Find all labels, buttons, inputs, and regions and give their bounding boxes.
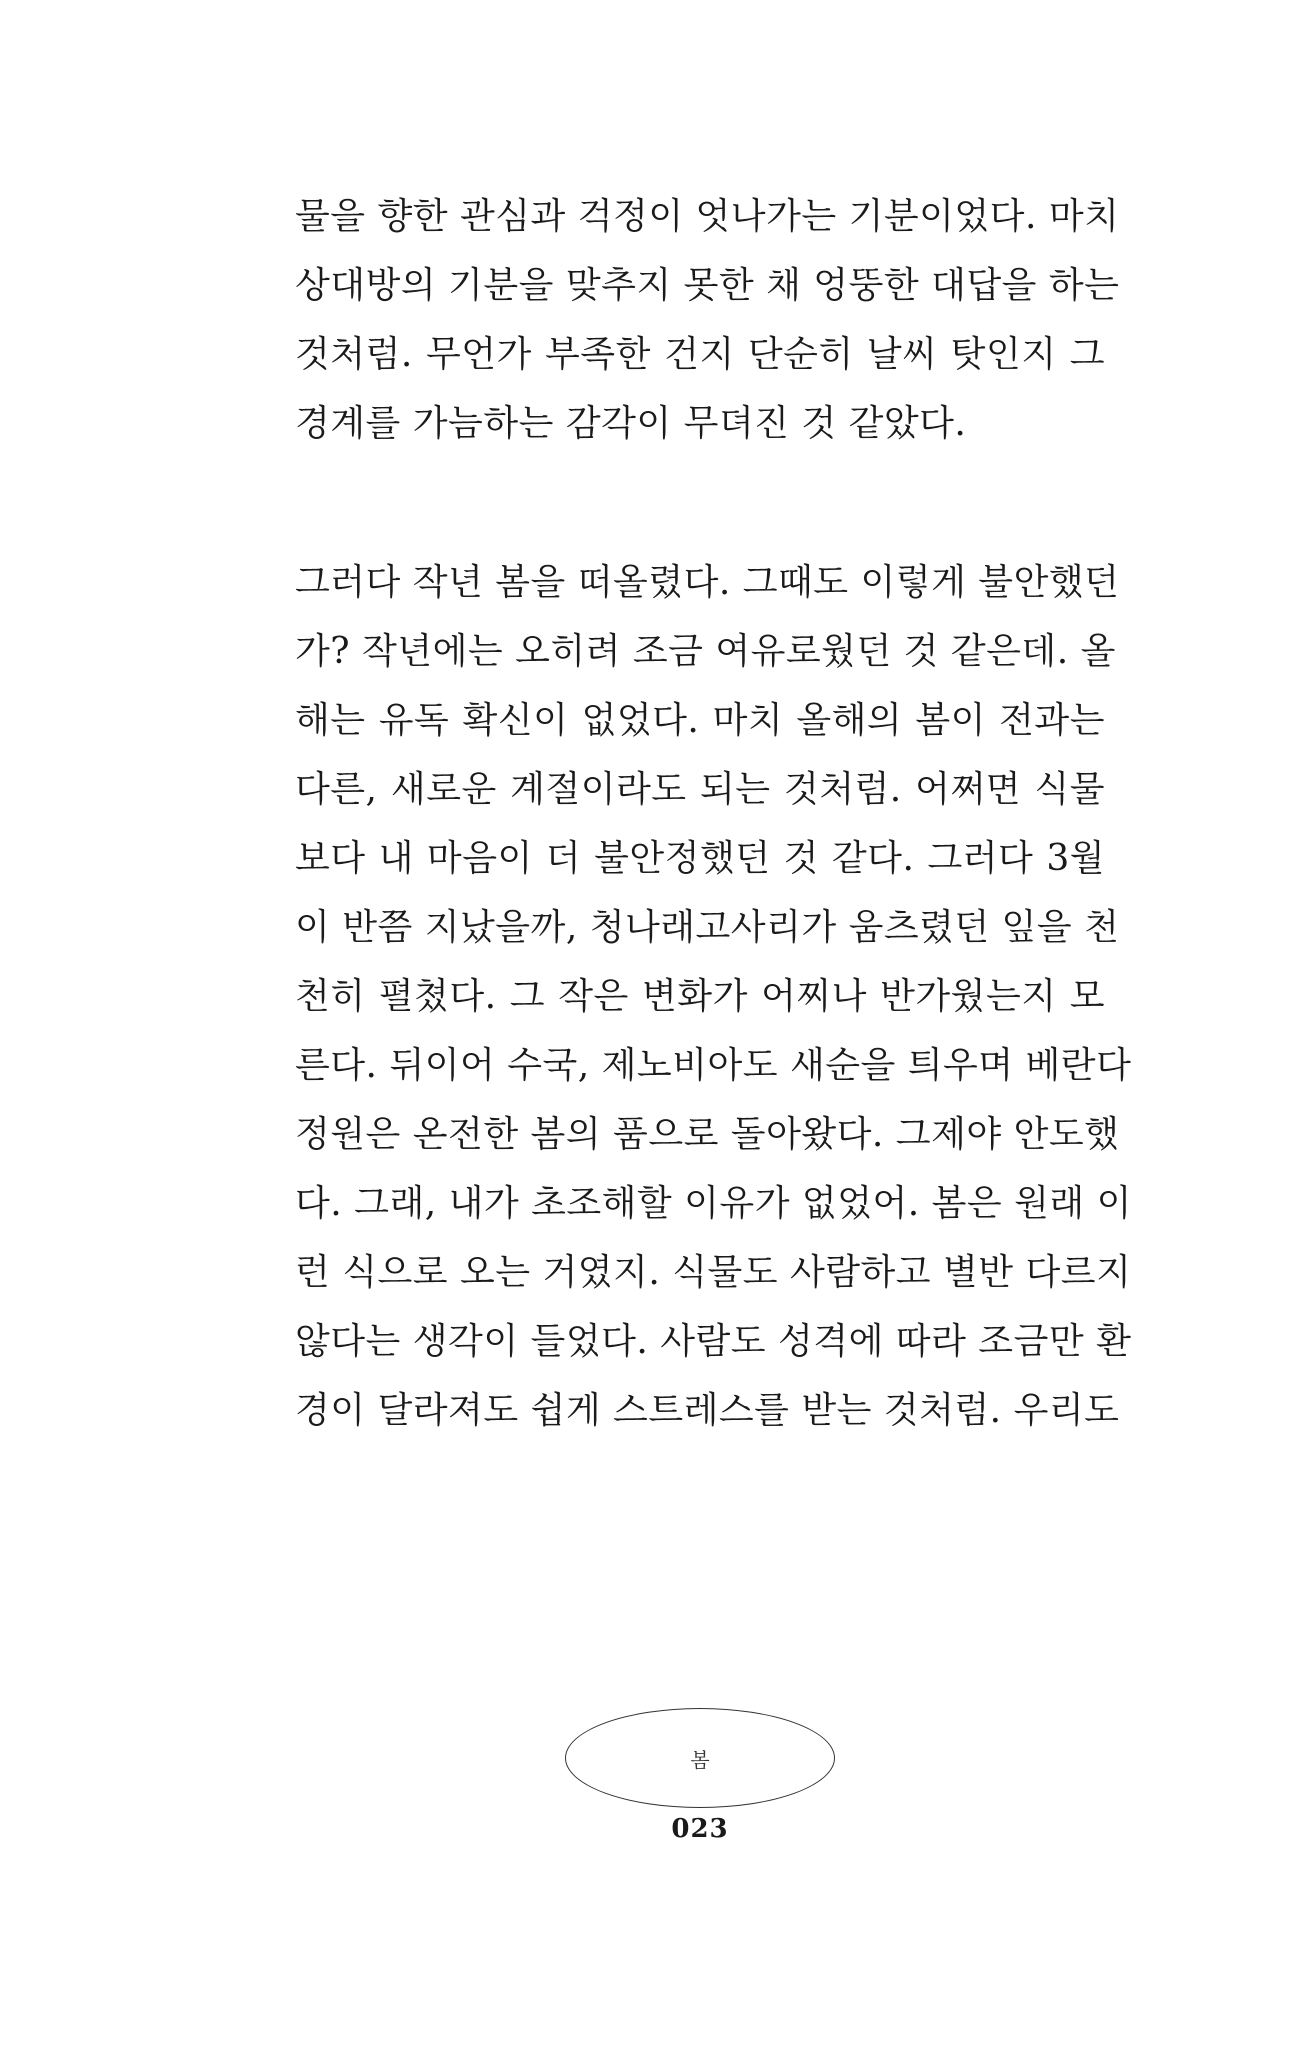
text-line: 물을 향한 관심과 걱정이 엇나가는 기분이었다. 마치 xyxy=(295,196,1120,237)
text-line: 른다. 뒤이어 수국, 제노비아도 새순을 틔우며 베란다 xyxy=(295,1045,1132,1086)
text-line: 다른, 새로운 계절이라도 되는 것처럼. 어쩌면 식물 xyxy=(295,769,1105,810)
section-label: 봄 xyxy=(690,1747,710,1772)
paragraph-1 xyxy=(295,182,1120,458)
paragraph-2 xyxy=(295,548,1132,1445)
text-line: 정원은 온전한 봄의 품으로 돌아왔다. 그제야 안도했 xyxy=(295,1114,1120,1155)
text-line: 런 식으로 오는 거였지. 식물도 사람하고 별반 다르지 xyxy=(295,1252,1132,1293)
text-line: 다. 그래, 내가 초조해할 이유가 없었어. 봄은 원래 이 xyxy=(295,1183,1132,1224)
text-line: 상대방의 기분을 맞추지 못한 채 엉뚱한 대답을 하는 xyxy=(295,265,1120,306)
text-line: 것처럼. 무언가 부족한 건지 단순히 날씨 탓인지 그 xyxy=(295,334,1105,375)
text-line: 경이 달라져도 쉽게 스트레스를 받는 것처럼. 우리도 xyxy=(295,1390,1120,1431)
section-label-oval xyxy=(565,1708,835,1808)
text-line: 보다 내 마음이 더 불안정했던 것 같다. 그러다 3월 xyxy=(295,838,1105,879)
text-line: 않다는 생각이 들었다. 사람도 성격에 따라 조금만 환 xyxy=(295,1321,1132,1362)
text-line: 천히 펼쳤다. 그 작은 변화가 어찌나 반가웠는지 모 xyxy=(295,976,1105,1017)
page-number: 023 xyxy=(671,1814,729,1844)
text-line: 이 반쯤 지났을까, 청나래고사리가 움츠렸던 잎을 천 xyxy=(295,907,1120,948)
text-line: 해는 유독 확신이 없었다. 마치 올해의 봄이 전과는 xyxy=(295,700,1105,741)
text-line: 그러다 작년 봄을 떠올렸다. 그때도 이렇게 불안했던 xyxy=(295,562,1120,603)
text-line: 경계를 가늠하는 감각이 무뎌진 것 같았다. xyxy=(295,403,967,444)
text-line: 가? 작년에는 오히려 조금 여유로웠던 것 같은데. 올 xyxy=(295,631,1116,672)
